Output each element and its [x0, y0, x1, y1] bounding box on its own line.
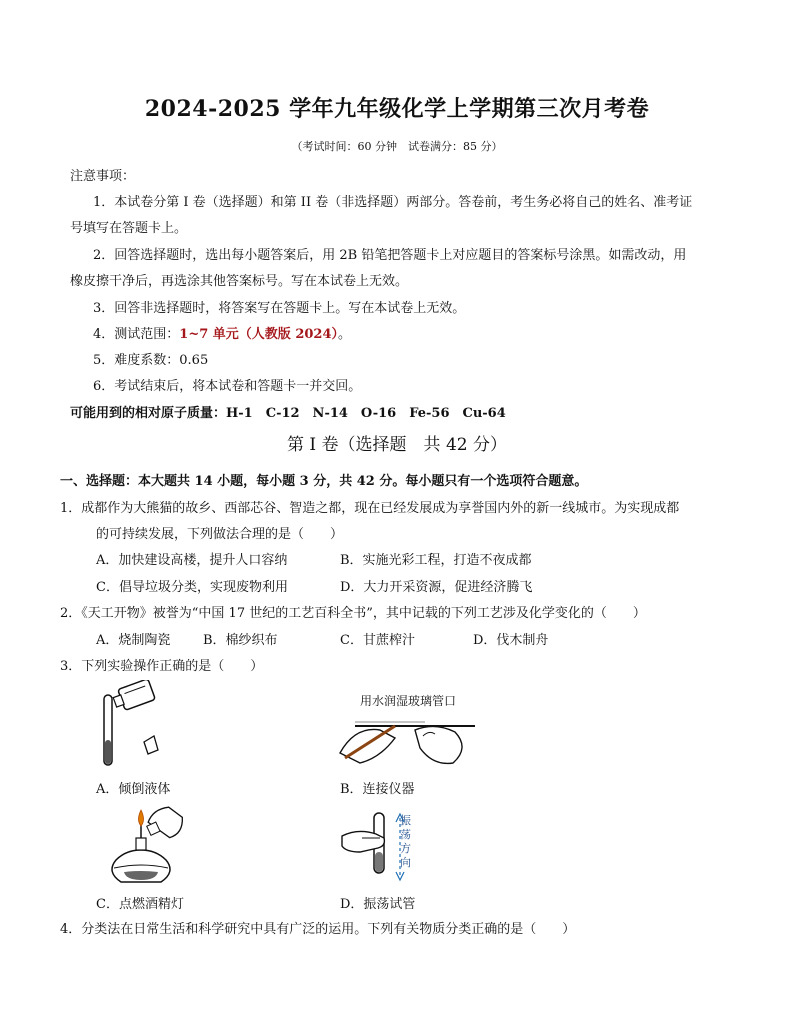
connecting-apparatus-figure — [335, 708, 485, 773]
q3-option-a: A．倾倒液体 — [96, 782, 171, 797]
shaking-direction-label — [400, 814, 414, 870]
notice-item-1b: 号填写在答题卡上。 — [70, 221, 188, 236]
q1-option-d: D．大力开采资源，促进经济腾飞 — [340, 580, 533, 595]
notice-item-2a: 2．回答选择题时，选出每小题答案后，用 2B 铅笔把答题卡上对应题目的答案标号涂黑。如需改动，用 — [93, 248, 687, 263]
notice-item-4 — [93, 323, 351, 342]
q1-stem-a: 1．成都作为大熊猫的故乡、西部芯谷、智造之都，现在已经发展成为享誉国内外的新一线城市。为实现成都 — [60, 501, 680, 516]
q1-stem-b: 的可持续发展，下列做法合理的是（ ） — [96, 527, 344, 542]
q3-option-c: C．点燃酒精灯 — [96, 897, 184, 912]
q1-option-a: A．加快建设高楼，提升人口容纳 — [96, 553, 288, 568]
q2-stem: 2．《天工开物》被誉为“中国 17 世纪的工艺百科全书”，其中记载的下列工艺涉及化学变化的（ ） — [60, 606, 646, 621]
figure-b-label: 用水润湿玻璃管口 — [360, 694, 457, 708]
q2-option-c: C．甘蔗榨汁 — [340, 633, 415, 648]
q3-option-d: D．振荡试管 — [340, 897, 416, 912]
q2-option-b: B．棉纱织布 — [203, 633, 278, 648]
q3-option-b: B．连接仪器 — [340, 782, 415, 797]
exam-info: （考试时间：60 分钟 试卷满分：85 分） — [291, 140, 503, 153]
shaking-direction-char-1: 振 — [400, 814, 411, 827]
pouring-liquid-figure — [96, 680, 186, 775]
part1-heading: 一、选择题：本大题共 14 小题，每小题 3 分，共 42 分。每小题只有一个选项符合题意。 — [60, 474, 588, 489]
notice-item-5: 5．难度系数：0.65 — [93, 353, 209, 368]
shaking-direction-char-4: 向 — [400, 856, 411, 869]
lighting-alcohol-lamp-figure — [96, 800, 191, 890]
section-title: 第 I 卷（选择题 共 42 分） — [287, 435, 507, 455]
shaking-direction-char-2: 荡 — [400, 828, 411, 841]
notice-heading: 注意事项： — [70, 169, 136, 184]
page-title: 2024-2025 学年九年级化学上学期第三次月考卷 — [144, 96, 650, 122]
test-range: 1~7 单元（人教版 2024） — [179, 327, 338, 342]
notice-item-4-suffix: 。 — [338, 327, 352, 342]
q3-stem: 3．下列实验操作正确的是（ ） — [60, 659, 264, 674]
notice-item-4-prefix: 4．测试范围： — [93, 327, 180, 342]
q4-stem: 4．分类法在日常生活和科学研究中具有广泛的运用。下列有关物质分类正确的是（ ） — [60, 922, 576, 937]
q2-option-d: D．伐木制舟 — [473, 633, 549, 648]
notice-item-6: 6．考试结束后，将本试卷和答题卡一并交回。 — [93, 379, 362, 394]
q1-option-b: B．实施光彩工程，打造不夜成都 — [340, 553, 532, 568]
shaking-direction-char-3: 方 — [400, 842, 411, 855]
notice-item-2b: 橡皮擦干净后，再选涂其他答案标号。写在本试卷上无效。 — [70, 274, 409, 289]
notice-item-1a: 1．本试卷分第 I 卷（选择题）和第 II 卷（非选择题）两部分。答卷前，考生务必将自己的姓名、准考证 — [93, 195, 693, 210]
notice-item-3: 3．回答非选择题时，将答案写在答题卡上。写在本试卷上无效。 — [93, 301, 466, 316]
q1-option-c: C．倡导垃圾分类，实现废物利用 — [96, 580, 288, 595]
atomic-mass-line: 可能用到的相对原子质量：H-1 C-12 N-14 O-16 Fe-56 Cu-64 — [70, 406, 506, 421]
q2-option-a: A．烧制陶瓷 — [96, 633, 171, 648]
